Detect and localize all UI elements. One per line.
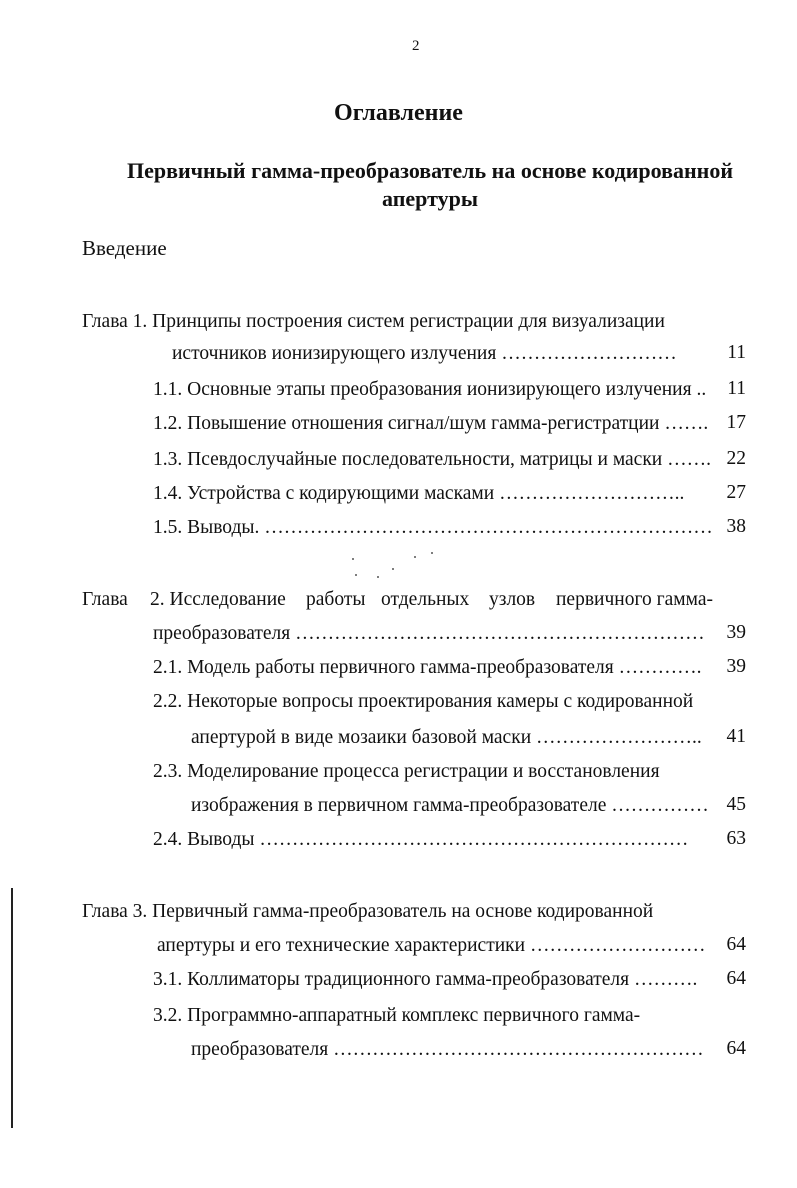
- toc-item-2-2: 2.2. Некоторые вопросы проектирования камеры с кодированной: [153, 691, 694, 712]
- scan-speck: [431, 552, 433, 554]
- toc-item-2-3-page: 45: [726, 794, 746, 815]
- toc-item-2-3: 2.3. Моделирование процесса регистрации и восстановления: [153, 761, 660, 782]
- chapter-2-word-4: узлов: [489, 589, 536, 610]
- chapter-3-page: 64: [726, 934, 746, 955]
- scan-speck: [352, 558, 354, 560]
- chapter-3-title: Глава 3. Первичный гамма-преобразователь на основе кодированной: [82, 901, 654, 922]
- toc-item-2-2-page: 41: [726, 726, 746, 747]
- toc-item-1-5-page: 38: [726, 516, 746, 537]
- toc-item-1-3-page: 22: [726, 448, 746, 469]
- chapter-1-page: 11: [727, 342, 746, 363]
- toc-item-3-1-page: 64: [726, 968, 746, 989]
- intro-heading: Введение: [82, 236, 167, 260]
- scan-speck: [392, 568, 394, 570]
- toc-item-1-3: 1.3. Псевдослучайные последовательности, матрицы и маски …….: [153, 449, 711, 470]
- chapter-2-word-2: работы: [306, 589, 366, 610]
- toc-item-3-1: 3.1. Коллиматоры традиционного гамма-преобразователя ……….: [153, 969, 698, 990]
- toc-item-3-2: 3.2. Программно-аппаратный комплекс первичного гамма-: [153, 1005, 641, 1026]
- toc-item-1-2-page: 17: [726, 412, 746, 433]
- scan-margin-line: [11, 888, 13, 1128]
- chapter-2-word-1: 2. Исследование: [150, 589, 286, 610]
- toc-title: Оглавление: [334, 100, 463, 126]
- toc-item-1-4: 1.4. Устройства с кодирующими масками ………………………..: [153, 483, 685, 504]
- subtitle-line-2: апертуры: [381, 186, 479, 211]
- toc-item-1-5: 1.5. Выводы. ……………………………………………………………: [153, 517, 713, 538]
- scan-speck: [355, 574, 357, 576]
- toc-item-2-2-cont: апертурой в виде мозаики базовой маски ……………………..: [191, 727, 702, 748]
- scan-speck: [414, 556, 416, 558]
- chapter-1-title-cont: источников ионизирующего излучения ………………………: [172, 343, 677, 364]
- chapter-2-page: 39: [726, 622, 746, 643]
- toc-item-3-2-page: 64: [726, 1038, 746, 1059]
- subtitle-line-1: Первичный гамма-преобразователь на основе кодированной: [126, 158, 734, 183]
- toc-item-1-1: 1.1. Основные этапы преобразования ионизирующего излучения ..: [153, 379, 707, 400]
- toc-item-2-1: 2.1. Модель работы первичного гамма-преобразователя ………….: [153, 657, 702, 678]
- chapter-2-word-3: отдельных: [381, 589, 470, 610]
- scan-speck: [377, 576, 379, 578]
- toc-item-3-2-cont: преобразователя …………………………………………………: [191, 1039, 704, 1060]
- toc-item-1-4-page: 27: [726, 482, 746, 503]
- page-number: 2: [412, 38, 420, 54]
- chapter-3-title-cont: апертуры и его технические характеристики ………………………: [157, 935, 706, 956]
- chapter-2-title-cont: преобразователя ………………………………………………………: [153, 623, 705, 644]
- toc-item-2-4-page: 63: [726, 828, 746, 849]
- chapter-2-label: Глава: [82, 589, 128, 610]
- toc-item-1-1-page: 11: [727, 378, 746, 399]
- toc-item-2-1-page: 39: [726, 656, 746, 677]
- toc-item-2-4: 2.4. Выводы …………………………………………………………: [153, 829, 689, 850]
- toc-item-1-2: 1.2. Повышение отношения сигнал/шум гамма-регистратции …….: [153, 413, 709, 434]
- chapter-2-word-5: первичного гамма-: [556, 589, 713, 610]
- toc-item-2-3-cont: изображения в первичном гамма-преобразователе ……………: [191, 795, 709, 816]
- chapter-1-title: Глава 1. Принципы построения систем регистрации для визуализации: [82, 311, 665, 332]
